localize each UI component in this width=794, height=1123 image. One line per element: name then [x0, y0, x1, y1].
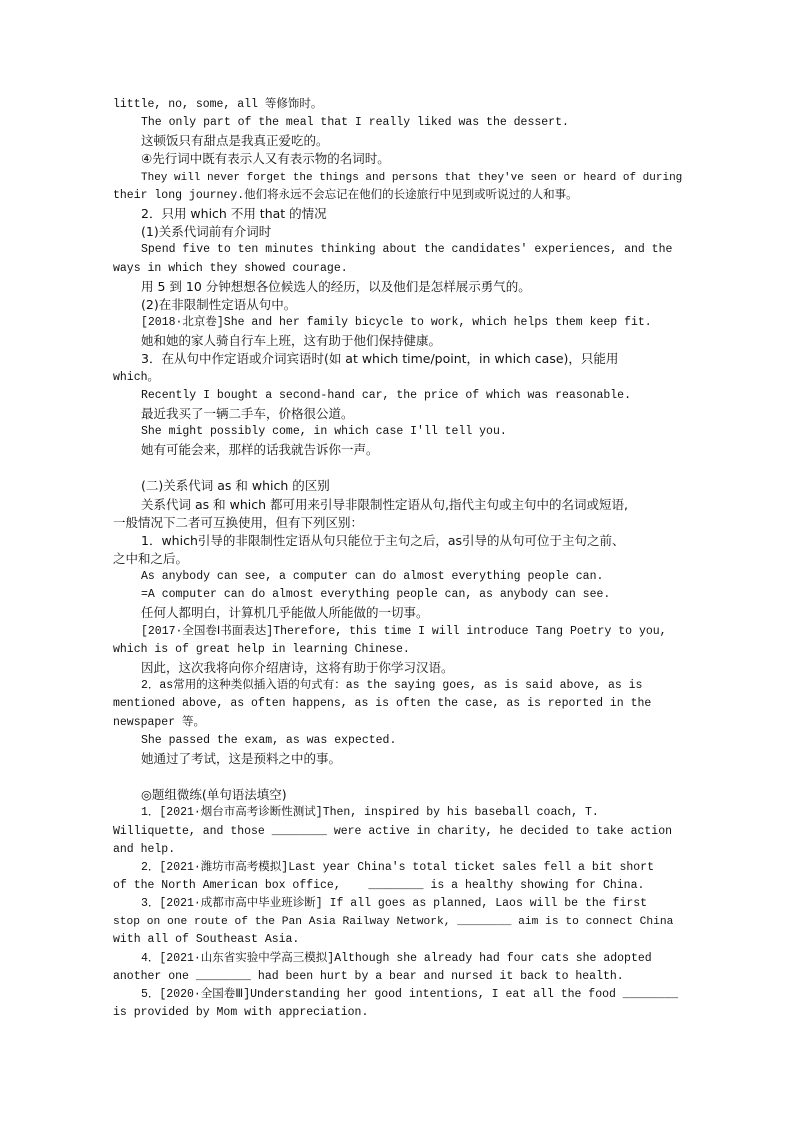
translation-line: 最近我买了一辆二手车，价格很公道。: [141, 406, 354, 421]
rule-heading: 1．which引导的非限制性定语从句只能位于主句之后，as引导的从句可位于主句之前、: [141, 533, 625, 548]
example-sentence: As anybody can see, a computer can do almost everything people can.: [141, 570, 604, 583]
paragraph-line: 一般情况下二者可互换使用，但有下列区别：: [113, 515, 364, 530]
translation-line: 用 5 到 10 分钟想想各位候选人的经历，以及他们是怎样展示勇气的。: [141, 279, 531, 294]
translation-line: 她通过了考试，这是预料之中的事。: [141, 751, 342, 766]
paragraph-line: newspaper 等。: [113, 716, 206, 729]
example-sentence: Spend five to ten minutes thinking about the candidates' experiences, and the: [141, 243, 673, 256]
example-sentence: ways in which they showed courage.: [113, 262, 348, 275]
example-sentence: [2017·全国卷Ⅰ书面表达]Therefore, this time I will introduce Tang Poetry to you,: [141, 625, 667, 638]
translation-line: 这顿饭只有甜点是我真正爱吃的。: [141, 133, 329, 148]
example-sentence: They will never forget the things and persons that they've seen or heard of during: [141, 172, 683, 184]
exercise-item: with all of Southeast Asia.: [113, 933, 300, 946]
rule-heading: ④先行词中既有表示人又有表示物的名词时。: [141, 151, 390, 166]
exercise-item: 4．[2021·山东省实验中学高三模拟]Although she already had four cats she adopted: [141, 952, 652, 965]
exercise-item: 5．[2020·全国卷Ⅲ]Understanding her good intentions, I eat all the food ________: [141, 988, 679, 1001]
example-sentence: their long journey.他们将永远不会忘记在他们的长途旅行中见到或听说过的人和事。: [113, 189, 578, 202]
example-sentence: She might possibly come, in which case I'll tell you.: [141, 425, 507, 438]
exercise-item: 2．[2021·潍坊市高考模拟]Last year China's total ticket sales fell a bit short: [141, 861, 654, 874]
exercise-item: is provided by Mom with appreciation.: [113, 1006, 369, 1019]
example-sentence: Recently I bought a second-hand car, the price of which was reasonable.: [141, 389, 631, 402]
exercise-item: Williquette, and those ________ were active in charity, he decided to take action: [113, 825, 672, 838]
example-sentence: The only part of the meal that I really liked was the dessert.: [141, 116, 569, 129]
rule-heading: 2．as常用的这种类似插入语的句式有：as the saying goes, as is said above, as is: [141, 679, 643, 692]
paragraph-line: mentioned above, as often happens, as is often the case, as is reported in the: [113, 697, 652, 710]
exercise-item: 1．[2021·烟台市高考诊断性测试]Then, inspired by his baseball coach, T.: [141, 806, 599, 819]
translation-line: 任何人都明白，计算机几乎能做人所能做的一切事。: [141, 605, 429, 620]
paragraph-line: 之中和之后。: [113, 551, 189, 566]
exercise-item: of the North American box office, ________ is a healthy showing for China.: [113, 879, 645, 892]
example-sentence: which is of great help in learning Chinese.: [113, 643, 410, 656]
section-heading: 3．在从句中作定语或介词宾语时(如 at which time/point，in which case)，只能用: [141, 351, 619, 366]
section-heading: (二)关系代词 as 和 which 的区别: [141, 478, 330, 493]
exercise-item: and help.: [113, 843, 176, 856]
text-line: which。: [113, 371, 160, 384]
example-sentence: She passed the exam, as was expected.: [141, 734, 397, 747]
exercise-item: 3．[2021·成都市高中毕业班诊断] If all goes as planned, Laos will be the first: [141, 897, 648, 910]
translation-line: 她有可能会来，那样的话我就告诉你一声。: [141, 442, 379, 457]
example-sentence: [2018·北京卷]She and her family bicycle to work, which helps them keep fit.: [141, 316, 652, 329]
section-heading: 2．只用 which 不用 that 的情况: [141, 206, 327, 221]
translation-line: 她和她的家人骑自行车上班，这有助于他们保持健康。: [141, 333, 442, 348]
exercise-item: another one ________ had been hurt by a bear and nursed it back to health.: [113, 970, 624, 983]
exercise-item: stop on one route of the Pan Asia Railway Network, ________ aim is to connect China: [113, 916, 674, 928]
rule-heading: (1)关系代词前有介词时: [141, 224, 272, 239]
translation-line: 因此，这次我将向你介绍唐诗，这将有助于你学习汉语。: [141, 660, 454, 675]
text-line: little, no, some, all 等修饰时。: [113, 98, 323, 111]
rule-heading: (2)在非限制性定语从句中。: [141, 297, 297, 312]
paragraph-line: 关系代词 as 和 which 都可用来引导非限制性定语从句,指代主句或主句中的名词或短语,: [141, 497, 628, 512]
exercise-heading: ◎题组微练(单句语法填空): [141, 787, 287, 802]
example-sentence: =A computer can do almost everything people can, as anybody can see.: [141, 588, 611, 601]
